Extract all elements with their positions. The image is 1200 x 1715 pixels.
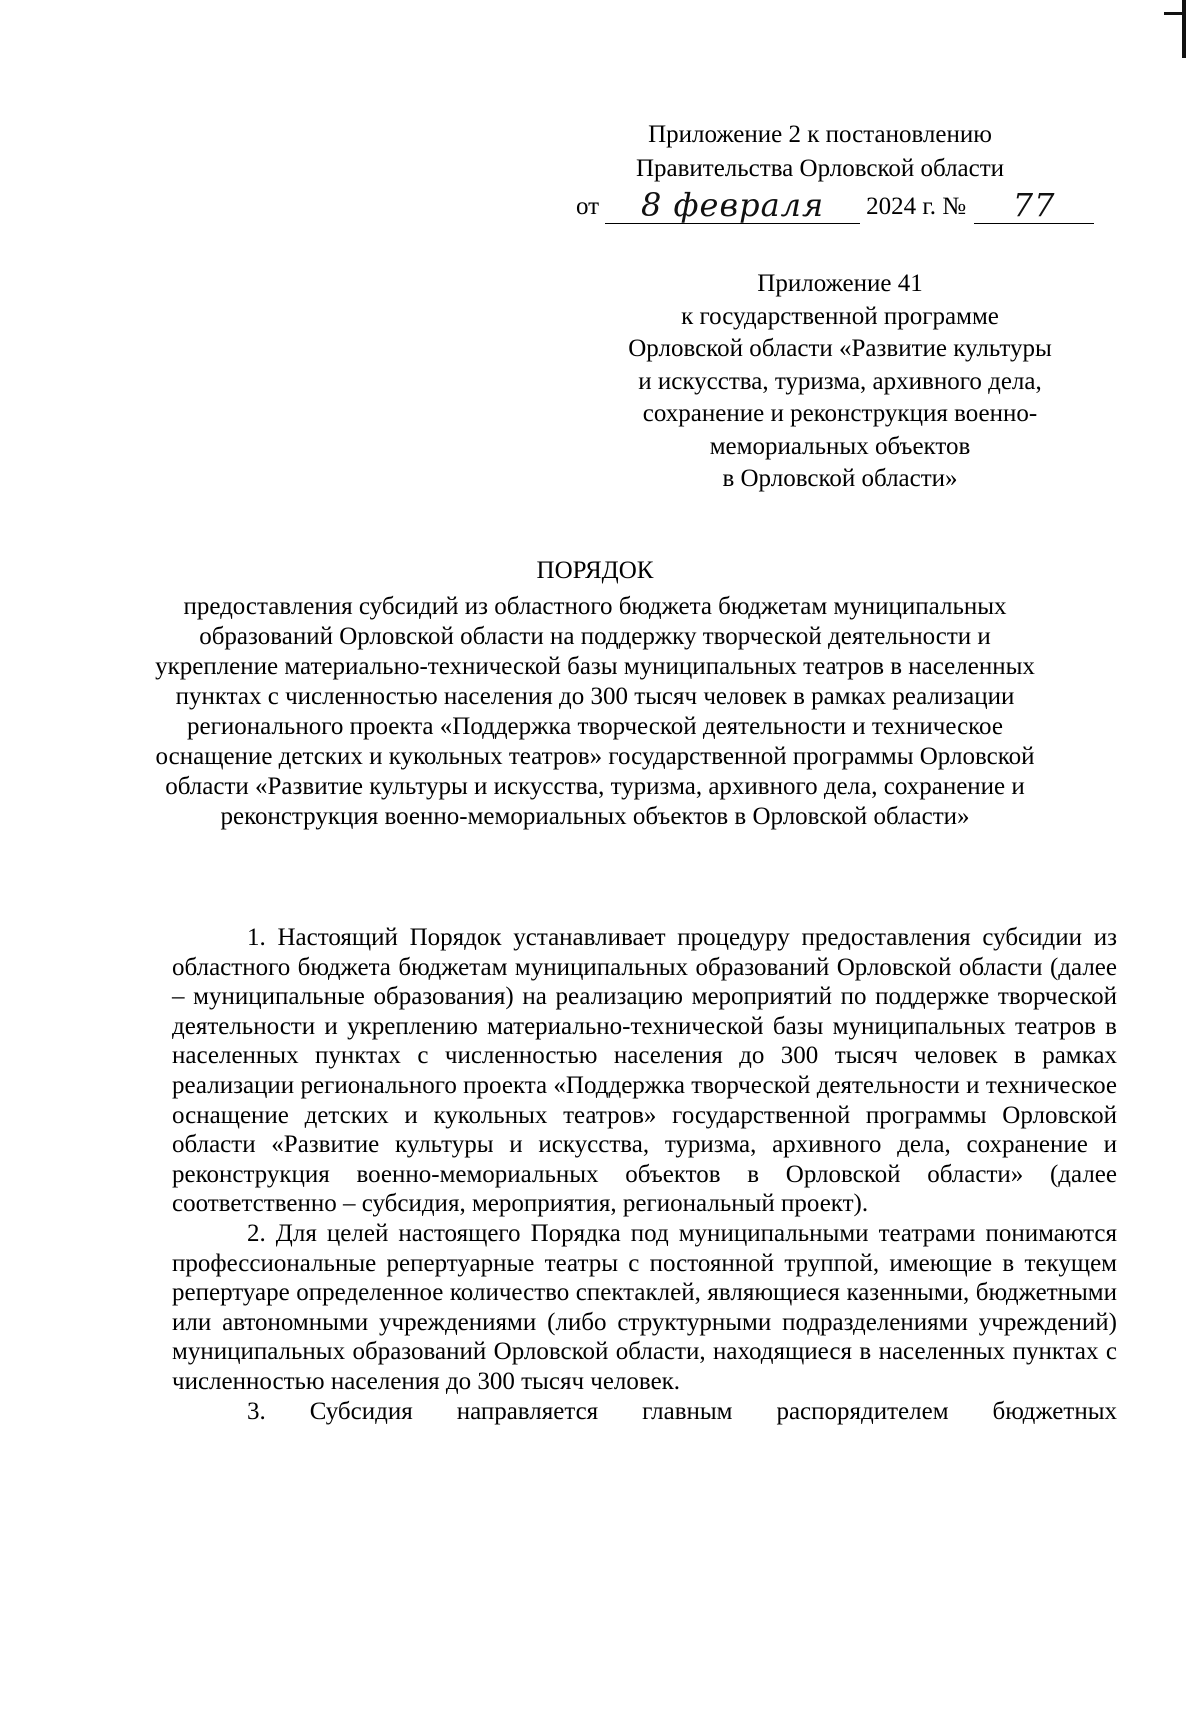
header-line-1: Приложение 2 к постановлению: [648, 121, 992, 148]
paragraph-1: 1. Настоящий Порядок устанавливает процедуру предоставления субсидии из областного бюджета бюджетам муниципальных образований Орловской области (далее – муниципальные образования) на реализацию мероприятий по поддержке творческой деятельности и укреплению материально-технической базы муниципальных театров в населенных пунктах с численностью населения до 300 тысяч человек в рамках реализации регионального проекта «Поддержка творческой деятельности и техническое оснащение детских и кукольных театров» государственной программы Орловской области «Развитие культуры и искусства, туризма, архивного дела, сохранение и реконструкция военно-мемориальных объектов в Орловской области» (далее соответственно – субсидия, мероприятия, региональный проект).: [172, 924, 1117, 1218]
annex-line-7: в Орловской области»: [722, 465, 958, 492]
document-subtitle: предоставления субсидий из областного бюджета бюджетам муниципальных образований Орловской области на поддержку творческой деятельности и укрепление материально-технической базы муниципальных театров в населенных пунктах с численностью населения до 300 тысяч человек в рамках реализации регионального проекта «Поддержка творческой деятельности и техническое оснащение детских и кукольных театров» государственной программы Орловской области «Развитие культуры и искусства, туризма, архивного дела, сохранение и реконструкция военно-мемориальных объектов в Орловской области»: [155, 593, 1035, 830]
annex-line-3: Орловской области «Развитие культуры: [628, 335, 1052, 362]
annex-line-2: к государственной программе: [681, 302, 999, 330]
number-blank: [974, 186, 1094, 224]
date-prefix: от: [576, 193, 600, 220]
handwritten-number: 77: [1012, 186, 1056, 224]
year-text: 2024 г. №: [866, 193, 967, 220]
document-body: [172, 923, 1117, 1426]
annex-header: [590, 268, 1090, 496]
annex-line-4: и искусства, туризма, архивного дела,: [638, 367, 1042, 395]
paragraph-2: 2. Для целей настоящего Порядка под муниципальными театрами понимаются профессиональные репертуарные театры с постоянной труппой, имеющие в текущем репертуаре определенное количество спектаклей, являющиеся казенными, бюджетными или автономными учреждениями (либо структурными подразделениями учреждений) муниципальных образований Орловской области, находящиеся в населенных пунктах с численностью населения до 300 тысяч человек.: [172, 1219, 1117, 1395]
annex-line-1: Приложение 41: [757, 270, 923, 297]
document-title: ПОРЯДОК: [536, 557, 654, 584]
annex-line-5: сохранение и реконструкция военно-: [642, 400, 1038, 427]
scan-edge-mark: [1182, 0, 1186, 58]
paragraph-3: 3. Субсидия направляется главным распорядителем бюджетных: [247, 1397, 1117, 1425]
resolution-header: [560, 118, 1080, 186]
resolution-date-row: [576, 186, 1094, 224]
header-line-2: Правительства Орловской области: [635, 155, 1005, 182]
annex-line-6: мемориальных объектов: [709, 432, 971, 460]
date-blank: [605, 186, 860, 224]
handwritten-date: 8 февраля: [640, 186, 825, 224]
